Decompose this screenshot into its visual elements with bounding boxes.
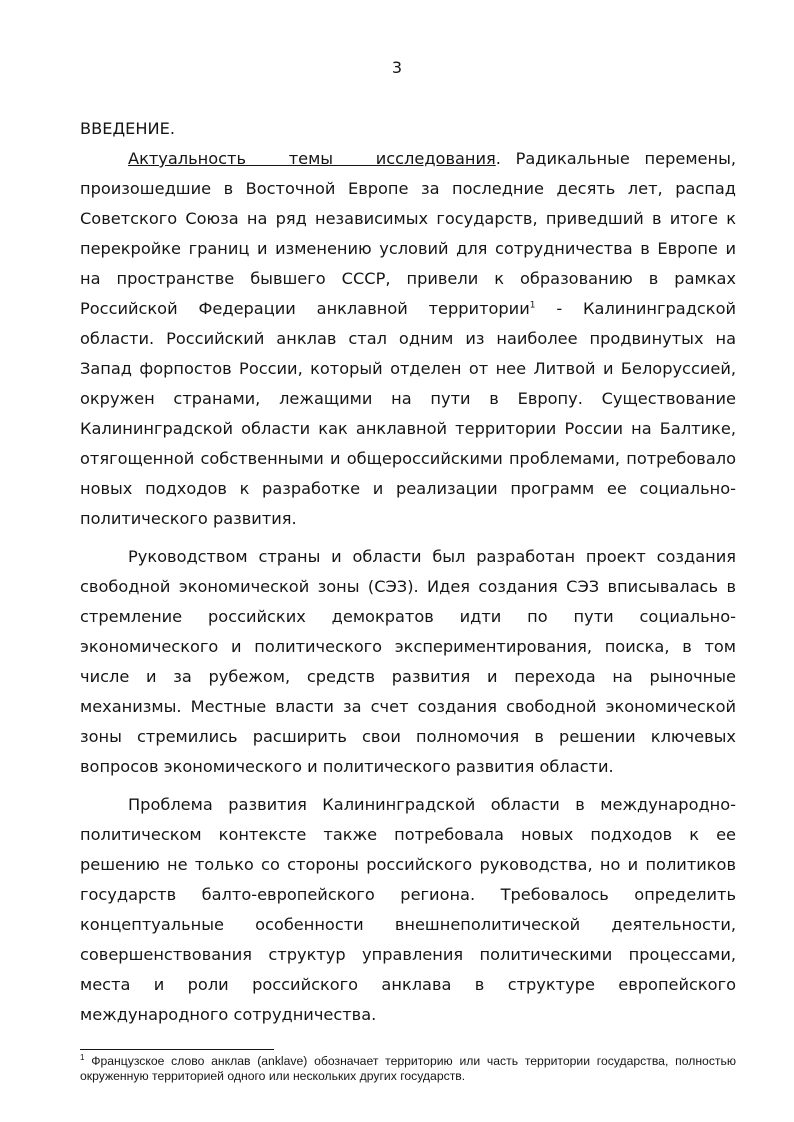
footnote-marker: 1 — [80, 1052, 85, 1062]
body-text — [80, 114, 736, 1038]
paragraph-relevance — [80, 144, 736, 534]
paragraph-relevance-text-b: - Калининградской области. Российский анклав стал одним из наиболее продвинутых на Запад форпостов России, который отделен от нее Литвой и Белоруссией, окружен странами, лежащими на пути в Европу. Существование Калининградской области как анклавной территории России на Балтике, отягощенной собственными и общероссийскими проблемами, потребовало новых подходов к разработке и реализации программ ее социально-политического развития. — [80, 299, 737, 528]
paragraph-relevance-text-a: . Радикальные перемены, произошедшие в Восточной Европе за последние десять лет, распад Советского Союза на ряд независимых государств, приведший в итоге к перекройке границ и изменению условий для сотрудничества в Европе и на пространстве бывшего СССР, привели к образованию в рамках Российской Федерации анклавной территории — [80, 149, 736, 318]
relevance-subheading: Актуальность темы исследования — [128, 149, 496, 168]
section-heading: ВВЕДЕНИЕ. — [80, 119, 175, 138]
footnote-divider — [80, 1049, 274, 1050]
paragraph-free-economic-zone: Руководством страны и области был разработан проект создания свободной экономической зоны (СЭЗ). Идея создания СЭЗ вписывалась в стремление российских демократов идти по пути социально-экономического и политического экспериментирования, поиска, в том числе и за рубежом, средств развития и перехода на рыночные механизмы. Местные власти за счет создания свободной экономической зоны стремились расширить свои полномочия в решении ключевых вопросов экономического и политического развития области. — [80, 547, 736, 776]
footnote-text: Французское слово анклав (anklave) обозначает территорию или часть территории государства, полностью окруженную территорией одного или нескольких других государств. — [80, 1054, 736, 1083]
footnote — [80, 1054, 736, 1084]
page-number: 3 — [391, 58, 403, 77]
paragraph-international-context: Проблема развития Калининградской области в международно-политическом контексте также потребовала новых подходов к ее решению не только со стороны российского руководства, но и политиков государств балто-европейского региона. Требовалось определить концептуальные особенности внешнеполитической деятельности, совершенствования структур управления политическими процессами, места и роли российского анклава в структуре европейского международного сотрудничества. — [80, 795, 736, 1024]
footnote-reference: 1 — [529, 300, 536, 311]
